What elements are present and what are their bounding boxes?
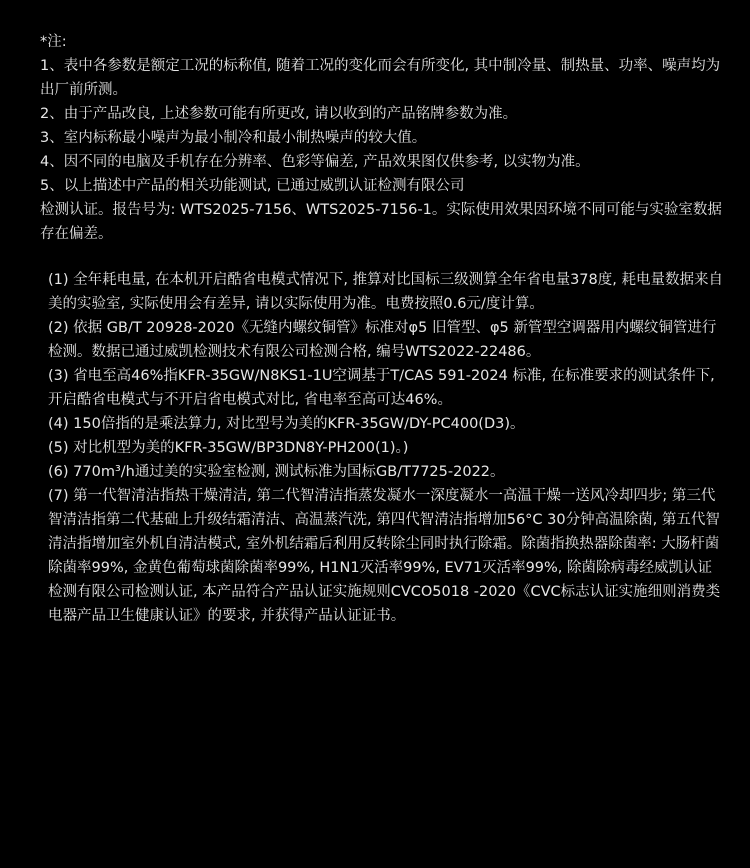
footnote-item-7: (7) 第一代智清洁指热干燥清洁, 第二代智清洁指蒸发凝水一深度凝水一高温干燥一送风冷却四步; 第三代智清洁指第二代基础上升级结霜清洁、高温蒸汽洗, 第四代智清洁指增加56°C 30分钟高温除菌, 第五代智清洁指增加室外机自清洁模式, 室外机结霜后利用反转除尘同时执行除霜。除菌指换热器除菌率: 大肠杆菌除菌率99%, 金黄色葡萄球菌除菌率99%, H1N1灭活率99%, EV71灭活率99%, 除菌除病毒经威凯认证检测有限公司检测认证, 本产品符合产品认证实施规则CVCO5018 -2020《CVC标志认证实施细则消费类电器产品卫生健康认证》的要求, 并获得产品认证证书。 bbox=[48, 488, 721, 624]
section-gap bbox=[40, 246, 726, 268]
footnote-item-5: (5) 对比机型为美的KFR-35GW/BP3DN8Y-PH200(1)。) bbox=[48, 440, 409, 456]
footnote-item-6: (6) 770m³/h通过美的实验室检测, 测试标准为国标GB/T7725-2022。 bbox=[48, 464, 505, 480]
footnote-items bbox=[40, 268, 726, 628]
notes-section bbox=[40, 30, 726, 246]
footnote-item-4: (4) 150倍指的是乘法算力, 对比型号为美的KFR-35GW/DY-PC400(D3)。 bbox=[48, 416, 525, 432]
note-line-1: 1、表中各参数是额定工况的标称值, 随着工况的变化而会有所变化, 其中制冷量、制热量、功率、噪声均为出厂前所测。 bbox=[40, 58, 721, 98]
note-line-6: 检测认证。报告号为: WTS2025-7156、WTS2025-7156-1。实际使用效果因环境不同可能与实验室数据存在偏差。 bbox=[40, 202, 722, 242]
note-line-2: 2、由于产品改良, 上述参数可能有所更改, 请以收到的产品铭牌参数为准。 bbox=[40, 106, 518, 122]
notes-title: *注: bbox=[40, 34, 67, 50]
note-line-5: 5、以上描述中产品的相关功能测试, 已通过威凯认证检测有限公司 bbox=[40, 178, 465, 194]
note-line-3: 3、室内标称最小噪声为最小制冷和最小制热噪声的较大值。 bbox=[40, 130, 427, 146]
footnote-item-2: (2) 依据 GB/T 20928-2020《无缝内螺纹铜管》标准对φ5 旧管型、φ5 新管型空调器用内螺纹铜管进行检测。数据已通过威凯检测技术有限公司检测合格, 编号WTS2022-22486。 bbox=[48, 320, 717, 360]
footnote-item-1: (1) 全年耗电量, 在本机开启酷省电模式情况下, 推算对比国标三级测算全年省电量378度, 耗电量数据来自美的实验室, 实际使用会有差异, 请以实际使用为准。电费按照0.6元/度计算。 bbox=[48, 272, 723, 312]
footnote-item-3: (3) 省电至高46%指KFR-35GW/N8KS1-1U空调基于T/CAS 591-2024 标准, 在标准要求的测试条件下, 开启酷省电模式与不开启省电模式对比, 省电率至高可达46%。 bbox=[48, 368, 715, 408]
note-line-4: 4、因不同的电脑及手机存在分辨率、色彩等偏差, 产品效果图仅供参考, 以实物为准。 bbox=[40, 154, 590, 170]
